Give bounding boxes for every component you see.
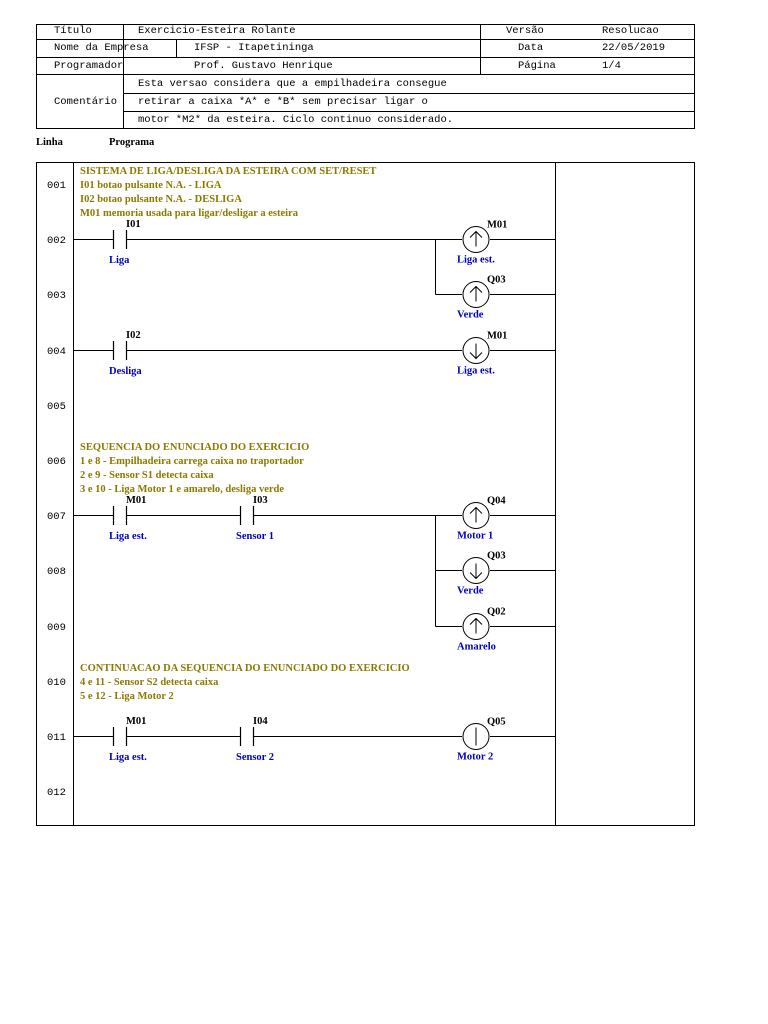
comment-line: SEQUENCIA DO ENUNCIADO DO EXERCICIO [80, 442, 310, 453]
comentario-line-3: motor *M2* da esteira. Ciclo continuo considerado. [138, 114, 454, 126]
contact-gap [240, 506, 254, 525]
comentario-label: Comentário [54, 96, 118, 108]
coil-address: Q03 [487, 274, 506, 286]
coil-label: Motor 2 [457, 751, 494, 763]
line-number: 012 [47, 787, 66, 799]
line-number: 006 [47, 456, 66, 468]
contact-label: Liga est. [109, 752, 147, 763]
coil-address: Q03 [487, 550, 506, 562]
comment-line: 4 e 11 - Sensor S2 detecta caixa [80, 677, 219, 688]
line-number: 003 [47, 290, 66, 302]
contact-gap [113, 230, 127, 249]
coil-label: Liga est. [457, 254, 495, 266]
comment-line: I01 botao pulsante N.A. - LIGA [80, 180, 222, 191]
linha-heading: Linha [36, 137, 63, 148]
contact-address: I02 [126, 330, 141, 341]
coil-label: Verde [457, 309, 484, 321]
programa-heading: Programa [109, 137, 155, 148]
versao-value: Resolucao [602, 25, 659, 37]
line-number: 004 [47, 346, 66, 358]
contact-gap [113, 341, 127, 360]
contact-label: Sensor 2 [236, 752, 275, 763]
comment-line: M01 memoria usada para ligar/desligar a esteira [80, 208, 298, 219]
comment-line: 1 e 8 - Empilhadeira carrega caixa no traportador [80, 456, 304, 467]
programador-value: Prof. Gustavo Henrique [194, 60, 333, 72]
coil-label: Liga est. [457, 365, 495, 377]
data-value: 22/05/2019 [602, 42, 666, 54]
data-label: Data [518, 42, 544, 54]
coil-address: M01 [487, 219, 508, 231]
comment-line: I02 botao pulsante N.A. - DESLIGA [80, 194, 242, 205]
comment-line: SISTEMA DE LIGA/DESLIGA DA ESTEIRA COM SET/RESET [80, 166, 377, 177]
programador-label: Programador [54, 60, 124, 72]
contact-label: Liga [109, 255, 130, 266]
comment-line: 2 e 9 - Sensor S1 detecta caixa [80, 470, 214, 481]
titulo-label: Título [54, 25, 92, 37]
coil-address: Q02 [487, 606, 506, 618]
contact-address: M01 [126, 495, 147, 506]
line-number: 007 [47, 511, 66, 523]
line-number: 008 [47, 566, 66, 578]
line-number: 009 [47, 622, 66, 634]
coil-label: Verde [457, 585, 484, 597]
contact-address: M01 [126, 716, 147, 727]
comentario-line-1: Esta versao considera que a empilhadeira consegue [138, 78, 447, 90]
contact-address: I03 [253, 495, 268, 506]
pagina-label: Página [518, 60, 556, 72]
contact-gap [113, 506, 127, 525]
coil-address: M01 [487, 330, 508, 342]
line-number: 010 [47, 677, 66, 689]
coil-address: Q05 [487, 716, 506, 728]
contact-address: I04 [253, 716, 268, 727]
contact-address: I01 [126, 219, 141, 230]
contact-gap [113, 727, 127, 746]
pagina-value: 1/4 [602, 60, 621, 72]
comment-line: CONTINUACAO DA SEQUENCIA DO ENUNCIADO DO EXERCICIO [80, 663, 410, 674]
empresa-label: Nome da Empresa [54, 42, 149, 54]
line-number: 011 [47, 732, 66, 744]
coil-label: Amarelo [457, 641, 496, 653]
coil-label: Motor 1 [457, 530, 494, 542]
contact-label: Sensor 1 [236, 531, 275, 542]
comentario-line-2: retirar a caixa *A* e *B* sem precisar ligar o [138, 96, 428, 108]
empresa-value: IFSP - Itapetininga [194, 42, 314, 54]
contact-label: Desliga [109, 366, 142, 377]
titulo-value: Exercicio-Esteira Rolante [138, 25, 296, 37]
line-number: 002 [47, 235, 66, 247]
line-number: 005 [47, 401, 66, 413]
contact-label: Liga est. [109, 531, 147, 542]
line-number: 001 [47, 180, 66, 192]
versao-label: Versão [506, 25, 544, 37]
comment-line: 3 e 10 - Liga Motor 1 e amarelo, desliga verde [80, 484, 285, 495]
coil-address: Q04 [487, 495, 506, 507]
contact-gap [240, 727, 254, 746]
comment-line: 5 e 12 - Liga Motor 2 [80, 691, 174, 702]
